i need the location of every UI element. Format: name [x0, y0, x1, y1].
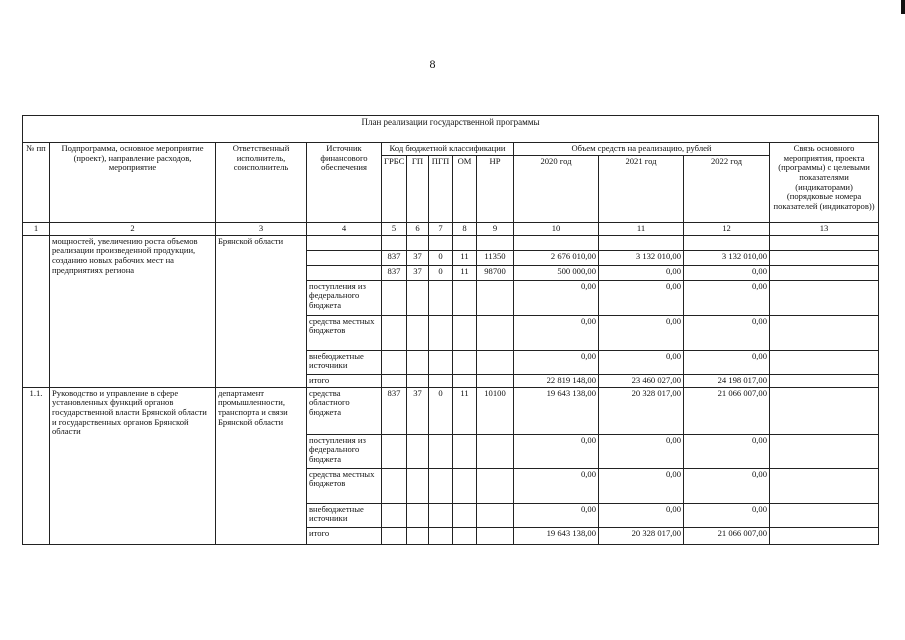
column-number-4: 4 [307, 222, 382, 235]
value-2020-cell: 0,00 [514, 468, 599, 503]
value-2022-cell: 21 066 007,00 [684, 387, 770, 434]
nr-cell [477, 315, 514, 350]
source-cell: поступления из федерального бюджета [307, 280, 382, 315]
gp-cell: 37 [407, 265, 429, 280]
indicator-link-cell [770, 468, 879, 503]
value-2022-cell: 21 066 007,00 [684, 527, 770, 544]
pgp-cell [429, 280, 453, 315]
header-gp: ГП [407, 155, 429, 222]
value-2021-cell: 0,00 [599, 350, 684, 374]
nr-cell: 10100 [477, 387, 514, 434]
nr-cell [477, 527, 514, 544]
value-2021-cell: 0,00 [599, 434, 684, 468]
value-2022-cell: 0,00 [684, 468, 770, 503]
column-number-3: 3 [216, 222, 307, 235]
header-year-2020: 2020 год [514, 155, 599, 222]
column-number-8: 8 [453, 222, 477, 235]
value-2022-cell: 24 198 017,00 [684, 374, 770, 387]
pgp-cell [429, 315, 453, 350]
header-subprogram: Подпрограмма, основное мероприятие (проект), направление расходов, мероприятие [50, 143, 216, 223]
value-2021-cell: 23 460 027,00 [599, 374, 684, 387]
indicator-link-cell [770, 527, 879, 544]
value-2020-cell: 500 000,00 [514, 265, 599, 280]
pgp-cell: 0 [429, 265, 453, 280]
gp-cell [407, 434, 429, 468]
value-2020-cell: 0,00 [514, 315, 599, 350]
source-cell [307, 265, 382, 280]
grbs-cell [382, 374, 407, 387]
header-grbs: ГРБС [382, 155, 407, 222]
nr-cell [477, 235, 514, 250]
column-number-1: 1 [23, 222, 50, 235]
nr-cell [477, 434, 514, 468]
pgp-cell [429, 434, 453, 468]
value-2021-cell [599, 235, 684, 250]
value-2021-cell: 0,00 [599, 315, 684, 350]
grbs-cell: 837 [382, 265, 407, 280]
row-number-cell: 1.1. [23, 387, 50, 544]
gp-cell [407, 235, 429, 250]
table-row [23, 387, 879, 434]
header-responsible: Ответственный исполнитель, соисполнитель [216, 143, 307, 223]
grbs-cell [382, 235, 407, 250]
indicator-link-cell [770, 265, 879, 280]
value-2022-cell: 0,00 [684, 434, 770, 468]
om-cell [453, 434, 477, 468]
value-2021-cell: 20 328 017,00 [599, 387, 684, 434]
pgp-cell [429, 527, 453, 544]
source-cell [307, 235, 382, 250]
scan-edge-mark [901, 0, 905, 14]
gp-cell [407, 503, 429, 527]
column-number-7: 7 [429, 222, 453, 235]
gp-cell [407, 315, 429, 350]
om-cell [453, 280, 477, 315]
source-cell: внебюджетные источники [307, 503, 382, 527]
value-2020-cell: 0,00 [514, 503, 599, 527]
value-2021-cell: 3 132 010,00 [599, 250, 684, 265]
subprogram-cell: мощностей, увеличению роста объемов реализации произведенной продукции, созданию новых рабочих мест на предприятиях региона [50, 235, 216, 387]
gp-cell [407, 468, 429, 503]
om-cell [453, 235, 477, 250]
value-2020-cell: 19 643 138,00 [514, 387, 599, 434]
nr-cell: 11350 [477, 250, 514, 265]
indicator-link-cell [770, 374, 879, 387]
om-cell: 11 [453, 387, 477, 434]
value-2021-cell: 0,00 [599, 265, 684, 280]
om-cell: 11 [453, 265, 477, 280]
nr-cell [477, 350, 514, 374]
header-source: Источник финансового обеспечения [307, 143, 382, 223]
source-cell: средства областного бюджета [307, 387, 382, 434]
column-number-row [23, 222, 879, 235]
gp-cell [407, 374, 429, 387]
value-2022-cell: 0,00 [684, 503, 770, 527]
header-nr: НР [477, 155, 514, 222]
nr-cell [477, 374, 514, 387]
indicator-link-cell [770, 315, 879, 350]
page-number: 8 [429, 57, 436, 71]
row-number-cell [23, 235, 50, 387]
om-cell [453, 350, 477, 374]
column-number-2: 2 [50, 222, 216, 235]
om-cell [453, 468, 477, 503]
grbs-cell [382, 527, 407, 544]
pgp-cell [429, 374, 453, 387]
source-cell: итого [307, 374, 382, 387]
program-plan-table [22, 115, 879, 545]
pgp-cell: 0 [429, 387, 453, 434]
header-num: № пп [23, 143, 50, 223]
grbs-cell: 837 [382, 250, 407, 265]
header-budget-code: Код бюджетной классификации [382, 143, 514, 156]
nr-cell [477, 280, 514, 315]
gp-cell [407, 280, 429, 315]
column-number-12: 12 [684, 222, 770, 235]
grbs-cell [382, 434, 407, 468]
header-year-2021: 2021 год [599, 155, 684, 222]
indicator-link-cell [770, 434, 879, 468]
value-2022-cell: 3 132 010,00 [684, 250, 770, 265]
nr-cell [477, 468, 514, 503]
grbs-cell: 837 [382, 387, 407, 434]
om-cell [453, 527, 477, 544]
header-volume: Объем средств на реализацию, рублей [514, 143, 770, 156]
indicator-link-cell [770, 503, 879, 527]
table-row [23, 235, 879, 250]
pgp-cell [429, 468, 453, 503]
source-cell: средства местных бюджетов [307, 468, 382, 503]
gp-cell [407, 350, 429, 374]
value-2022-cell: 0,00 [684, 280, 770, 315]
column-number-9: 9 [477, 222, 514, 235]
column-number-11: 11 [599, 222, 684, 235]
source-cell: итого [307, 527, 382, 544]
indicator-link-cell [770, 350, 879, 374]
responsible-cell: департамент промышленности, транспорта и связи Брянской области [216, 387, 307, 544]
value-2020-cell: 0,00 [514, 434, 599, 468]
table-title: План реализации государственной программы [23, 116, 879, 143]
grbs-cell [382, 350, 407, 374]
value-2021-cell: 20 328 017,00 [599, 527, 684, 544]
value-2022-cell [684, 235, 770, 250]
om-cell [453, 315, 477, 350]
source-cell [307, 250, 382, 265]
value-2022-cell: 0,00 [684, 265, 770, 280]
pgp-cell [429, 503, 453, 527]
indicator-link-cell [770, 387, 879, 434]
gp-cell: 37 [407, 387, 429, 434]
value-2020-cell: 22 819 148,00 [514, 374, 599, 387]
gp-cell: 37 [407, 250, 429, 265]
header-pgp: ПГП [429, 155, 453, 222]
column-number-6: 6 [407, 222, 429, 235]
pgp-cell [429, 350, 453, 374]
pgp-cell [429, 235, 453, 250]
value-2021-cell: 0,00 [599, 280, 684, 315]
value-2020-cell: 2 676 010,00 [514, 250, 599, 265]
header-year-2022: 2022 год [684, 155, 770, 222]
value-2020-cell [514, 235, 599, 250]
source-cell: средства местных бюджетов [307, 315, 382, 350]
value-2020-cell: 0,00 [514, 350, 599, 374]
value-2020-cell: 19 643 138,00 [514, 527, 599, 544]
grbs-cell [382, 315, 407, 350]
grbs-cell [382, 503, 407, 527]
source-cell: поступления из федерального бюджета [307, 434, 382, 468]
indicator-link-cell [770, 280, 879, 315]
value-2021-cell: 0,00 [599, 468, 684, 503]
nr-cell: 98700 [477, 265, 514, 280]
column-number-10: 10 [514, 222, 599, 235]
value-2020-cell: 0,00 [514, 280, 599, 315]
pgp-cell: 0 [429, 250, 453, 265]
gp-cell [407, 527, 429, 544]
responsible-cell: Брянской области [216, 235, 307, 387]
om-cell: 11 [453, 250, 477, 265]
om-cell [453, 374, 477, 387]
indicator-link-cell [770, 250, 879, 265]
header-indicator-link: Связь основного мероприятия, проекта (программы) с целевыми показателями (индикаторами) (порядковые номера показателей (индикаторов)) [770, 143, 879, 223]
value-2022-cell: 0,00 [684, 315, 770, 350]
grbs-cell [382, 468, 407, 503]
value-2022-cell: 0,00 [684, 350, 770, 374]
nr-cell [477, 503, 514, 527]
om-cell [453, 503, 477, 527]
header-om: ОМ [453, 155, 477, 222]
source-cell: внебюджетные источники [307, 350, 382, 374]
column-number-13: 13 [770, 222, 879, 235]
column-number-5: 5 [382, 222, 407, 235]
value-2021-cell: 0,00 [599, 503, 684, 527]
grbs-cell [382, 280, 407, 315]
indicator-link-cell [770, 235, 879, 250]
subprogram-cell: Руководство и управление в сфере установленных функций органов государственной власти Брянской области и государственных органов Брянской области [50, 387, 216, 544]
